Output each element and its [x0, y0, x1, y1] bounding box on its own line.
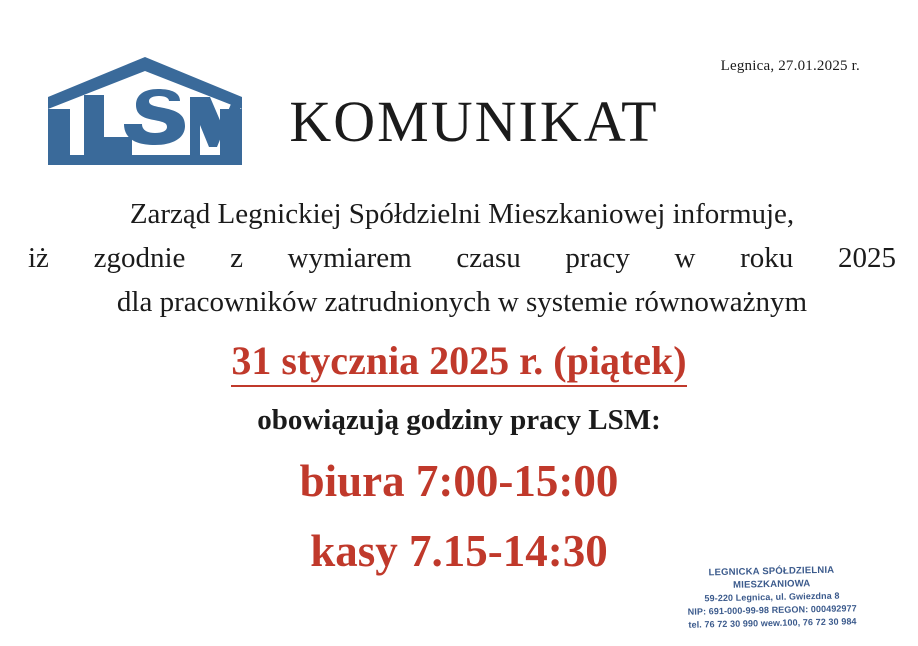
stamp-address: 59-220 Legnica, ul. Gwiezdna 8 [704, 590, 840, 604]
stamp-ids: NIP: 691-000-99-98 REGON: 000492977 [687, 603, 857, 617]
body-line-1: Zarząd Legnickiej Spółdzielni Mieszkaniowej informuje, [129, 198, 795, 230]
highlight-date-text: 31 stycznia 2025 r. (piątek) [231, 338, 686, 387]
cash-desk-hours: kasy 7.15-14:30 [310, 526, 608, 576]
document-date: Legnica, 27.01.2025 r. [720, 58, 860, 74]
body-text [28, 192, 896, 324]
stamp-company-name: LEGNICKA SPÓŁDZIELNIA MIESZKANIOWA [708, 564, 835, 591]
office-hours: biura 7:00-15:00 [299, 456, 619, 506]
page-title: KOMUNIKAT [289, 89, 659, 154]
company-stamp [671, 563, 872, 632]
sub-heading: obowiązują godziny pracy LSM: [257, 404, 661, 436]
highlight-date [0, 337, 918, 384]
stamp-phones: tel. 76 72 30 990 wew.100, 76 72 30 984 [688, 616, 857, 630]
body-line-2: iż zgodnie z wymiarem czasu pracy w roku 2025 [28, 242, 896, 274]
body-line-3: dla pracowników zatrudnionych w systemie równoważnym [116, 286, 808, 318]
